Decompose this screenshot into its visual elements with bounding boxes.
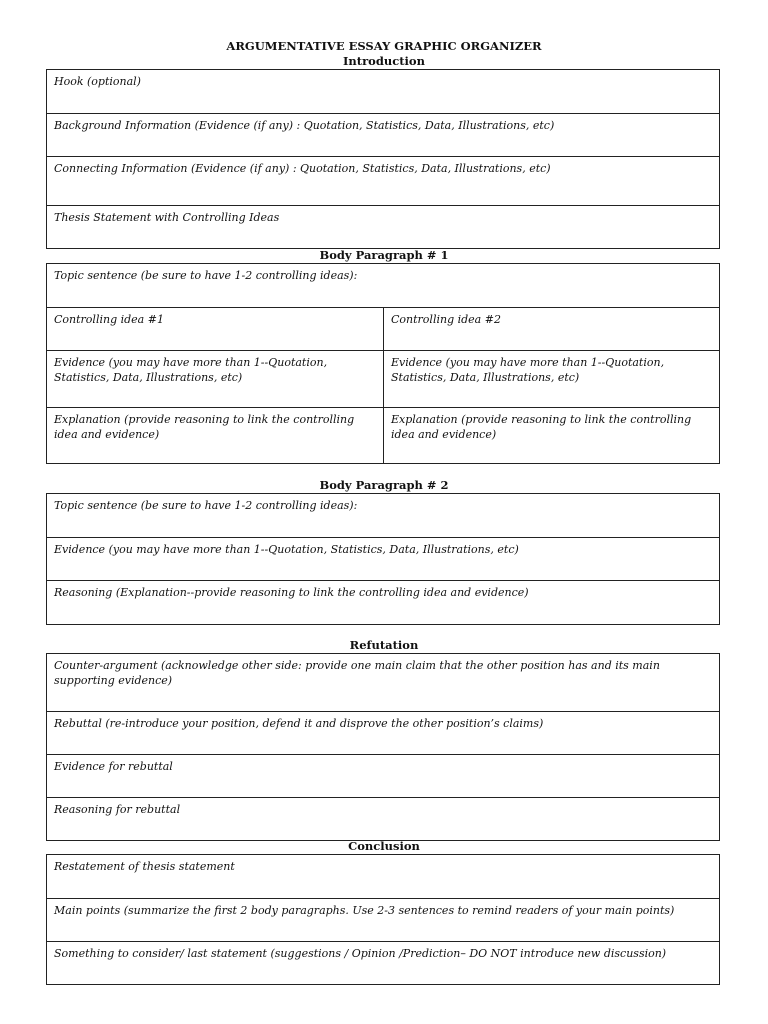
counter-argument-field[interactable]: Counter-argument (acknowledge other side: provide one main claim that the other position has and its main supporting evidence) xyxy=(54,659,660,687)
main-points-field[interactable]: Main points (summarize the first 2 body paragraphs. Use 2-3 sentences to remind readers of your main points) xyxy=(47,898,719,941)
explanation-2-field[interactable]: Explanation (provide reasoning to link the controlling idea and evidence) xyxy=(383,408,719,463)
body1-controlling-ideas-row xyxy=(47,307,719,350)
document-title: ARGUMENTATIVE ESSAY GRAPHIC ORGANIZER xyxy=(226,39,542,53)
body-paragraph-2-table xyxy=(46,493,720,625)
body-paragraph-2-heading: Body Paragraph # 2 xyxy=(319,478,449,492)
body2-evidence-field[interactable]: Evidence (you may have more than 1--Quotation, Statistics, Data, Illustrations, etc) xyxy=(47,537,719,580)
reasoning-for-rebuttal-field[interactable]: Reasoning for rebuttal xyxy=(47,797,719,840)
evidence-for-rebuttal-field[interactable]: Evidence for rebuttal xyxy=(47,754,719,797)
hook-field[interactable]: Hook (optional) xyxy=(54,75,141,88)
connecting-information-field[interactable]: Connecting Information (Evidence (if any) : Quotation, Statistics, Data, Illustrations, etc) xyxy=(47,156,719,205)
introduction-table xyxy=(46,69,720,249)
introduction-heading: Introduction xyxy=(343,54,425,68)
background-information-field[interactable]: Background Information (Evidence (if any) : Quotation, Statistics, Data, Illustrations, etc) xyxy=(47,113,719,156)
controlling-idea-2-field[interactable]: Controlling idea #2 xyxy=(383,308,719,350)
body1-explanation-row xyxy=(47,407,719,463)
explanation-1-field[interactable]: Explanation (provide reasoning to link the controlling idea and evidence) xyxy=(54,413,355,441)
conclusion-heading: Conclusion xyxy=(348,839,420,853)
controlling-idea-1-field[interactable]: Controlling idea #1 xyxy=(54,313,164,326)
refutation-table xyxy=(46,653,720,841)
body2-reasoning-field[interactable]: Reasoning (Explanation--provide reasoning to link the controlling idea and evidence) xyxy=(47,580,719,624)
body1-topic-sentence-field[interactable]: Topic sentence (be sure to have 1-2 controlling ideas): xyxy=(54,269,358,282)
evidence-1-field[interactable]: Evidence (you may have more than 1--Quotation, Statistics, Data, Illustrations, etc) xyxy=(54,356,328,384)
evidence-2-field[interactable]: Evidence (you may have more than 1--Quotation, Statistics, Data, Illustrations, etc) xyxy=(383,351,719,407)
rebuttal-field[interactable]: Rebuttal (re-introduce your position, defend it and disprove the other position’s claims) xyxy=(47,711,719,754)
restatement-of-thesis-field[interactable]: Restatement of thesis statement xyxy=(54,860,235,873)
conclusion-table xyxy=(46,854,720,985)
body1-evidence-row xyxy=(47,350,719,407)
body-paragraph-1-table xyxy=(46,263,720,464)
body-paragraph-1-heading: Body Paragraph # 1 xyxy=(319,248,449,262)
refutation-heading: Refutation xyxy=(349,638,419,652)
body2-topic-sentence-field[interactable]: Topic sentence (be sure to have 1-2 controlling ideas): xyxy=(54,499,358,512)
last-statement-field[interactable]: Something to consider/ last statement (suggestions / Opinion /Prediction– DO NOT introduce new discussion) xyxy=(47,941,719,984)
thesis-statement-field[interactable]: Thesis Statement with Controlling Ideas xyxy=(47,205,719,248)
